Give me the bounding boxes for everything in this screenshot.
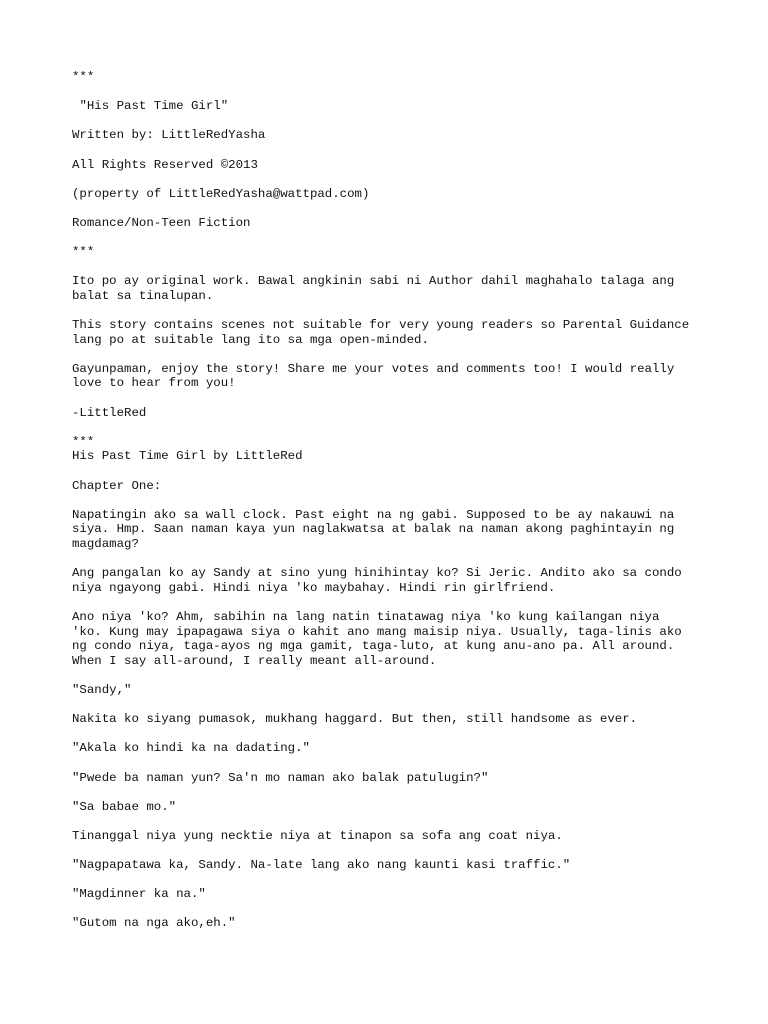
author-line: Written by: LittleRedYasha <box>72 128 266 143</box>
author-note-paragraph: This story contains scenes not suitable for very young readers so Parental Guidance lang po at suitable lang ito sa mga open-minded. <box>72 318 690 347</box>
story-paragraph: Nakita ko siyang pumasok, mukhang haggard. But then, still handsome as ever. <box>72 712 638 727</box>
dialogue-paragraph: "Sandy," <box>72 682 132 697</box>
signature-line: -LittleRed <box>72 405 147 420</box>
story-paragraph: Ano niya 'ko? Ahm, sabihin na lang natin tinatawag niya 'ko kung kailangan niya 'ko. Kung may ipapagawa siya o kahit ano mang maisip niya. Usually, taga-linis ako ng condo niya, taga-ayos ng mga gamit, taga-luto, at kung anu-ano pa. All around. When I say all-around, I really meant all-around. <box>72 609 682 668</box>
dialogue-paragraph: "Pwede ba naman yun? Sa'n mo naman ako balak patulugin?" <box>72 770 489 785</box>
story-paragraph: Tinanggal niya yung necktie niya at tinapon sa sofa ang coat niya. <box>72 828 563 843</box>
separator: *** <box>72 70 95 84</box>
property-line: (property of LittleRedYasha@wattpad.com) <box>72 186 370 201</box>
story-title: "His Past Time Girl" <box>72 99 229 114</box>
author-note-paragraph: Ito po ay original work. Bawal angkinin sabi ni Author dahil maghahalo talaga ang balat sa tinalupan. <box>72 274 675 303</box>
chapter-heading: Chapter One: <box>72 478 162 493</box>
dialogue-paragraph: "Gutom na nga ako,eh." <box>72 916 236 931</box>
dialogue-paragraph: "Nagpapatawa ka, Sandy. Na-late lang ako nang kaunti kasi traffic." <box>72 858 571 873</box>
genre-line: Romance/Non-Teen Fiction <box>72 215 251 230</box>
story-paragraph: Ang pangalan ko ay Sandy at sino yung hinihintay ko? Si Jeric. Andito ako sa condo niya ngayong gabi. Hindi niya 'ko maybahay. Hindi rin girlfriend. <box>72 566 682 595</box>
author-note-paragraph: Gayunpaman, enjoy the story! Share me your votes and comments too! I would really love to hear from you! <box>72 361 675 391</box>
copyright-line: All Rights Reserved ©2013 <box>72 157 258 172</box>
separator: *** <box>72 245 95 260</box>
dialogue-paragraph: "Magdinner ka na." <box>72 887 206 902</box>
dialogue-paragraph: "Sa babae mo." <box>72 799 177 814</box>
running-title: His Past Time Girl by LittleRed <box>72 449 303 464</box>
separator: *** <box>72 434 95 449</box>
dialogue-paragraph: "Akala ko hindi ka na dadating." <box>72 741 310 756</box>
document-body <box>72 70 722 946</box>
story-paragraph: Napatingin ako sa wall clock. Past eight na ng gabi. Supposed to be ay nakauwi na siya. Hmp. Saan naman kaya yun naglakwatsa at balak na naman akong paghintayin ng magdamag? <box>72 507 675 551</box>
